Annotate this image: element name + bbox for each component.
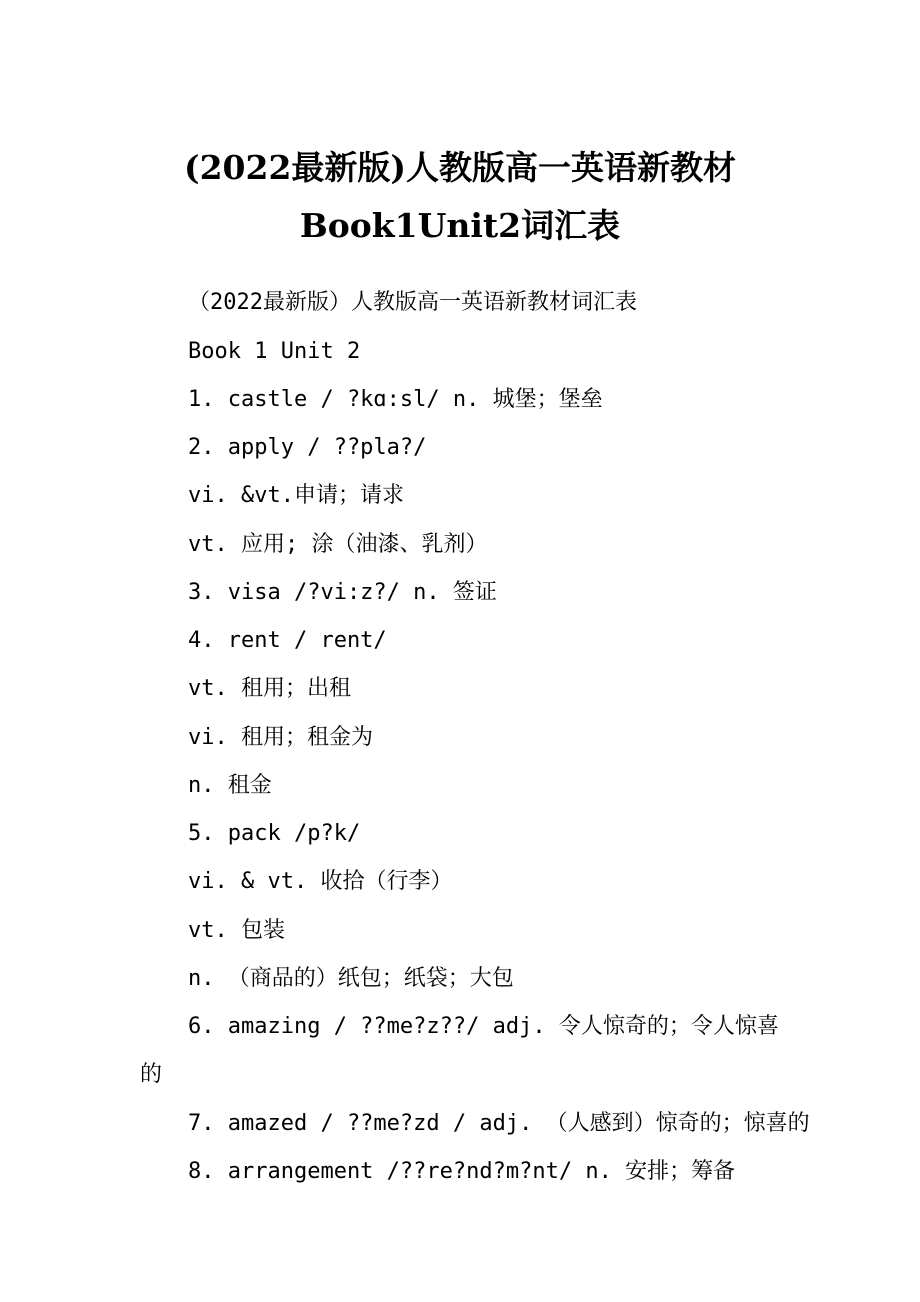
vocab-entry-arrangement: 8. arrangement /??re?nd?m?nt/ n. 安排；筹备 <box>188 1159 736 1184</box>
vocab-sense-pack-n: n. （商品的）纸包；纸袋；大包 <box>188 966 514 991</box>
vocab-entry-apply: 2. apply / ??pla?/ <box>188 435 427 460</box>
vocab-sense-pack-vt: vt. 包装 <box>188 918 285 943</box>
vocab-sense-rent-n: n. 租金 <box>188 773 272 798</box>
document-title-line-1: (2022最新版)人教版高一英语新教材 <box>183 148 737 187</box>
vocab-entry-castle: 1. castle / ?kɑ:sl/ n. 城堡；堡垒 <box>188 387 603 412</box>
vocab-entry-amazing: 6. amazing / ??me?z??/ adj. 令人惊奇的；令人惊喜 <box>188 1014 779 1039</box>
vocab-sense-apply-vt: vt. 应用; 涂（油漆、乳剂） <box>188 532 488 557</box>
unit-heading: Book 1 Unit 2 <box>188 339 361 364</box>
vocab-sense-rent-vt: vt. 租用；出租 <box>188 676 351 701</box>
vocab-entry-pack: 5. pack /p?k/ <box>188 821 361 846</box>
subtitle-line: （2022最新版）人教版高一英语新教材词汇表 <box>188 290 637 315</box>
document-title-line-2: Book1Unit2词汇表 <box>299 206 621 245</box>
vocab-entry-visa: 3. visa /?vi:z?/ n. 签证 <box>188 580 497 605</box>
vocab-entry-amazing-continuation: 的 <box>140 1062 163 1087</box>
vocab-sense-pack-vi-vt: vi. & vt. 收拾（行李） <box>188 869 453 894</box>
vocab-sense-rent-vi: vi. 租用；租金为 <box>188 725 373 750</box>
vocab-sense-apply-vi-vt: vi. &vt.申请；请求 <box>188 483 404 508</box>
vocab-entry-amazed: 7. amazed / ??me?zd / adj. （人感到）惊奇的；惊喜的 <box>188 1111 810 1136</box>
vocab-entry-rent: 4. rent / rent/ <box>188 628 387 653</box>
